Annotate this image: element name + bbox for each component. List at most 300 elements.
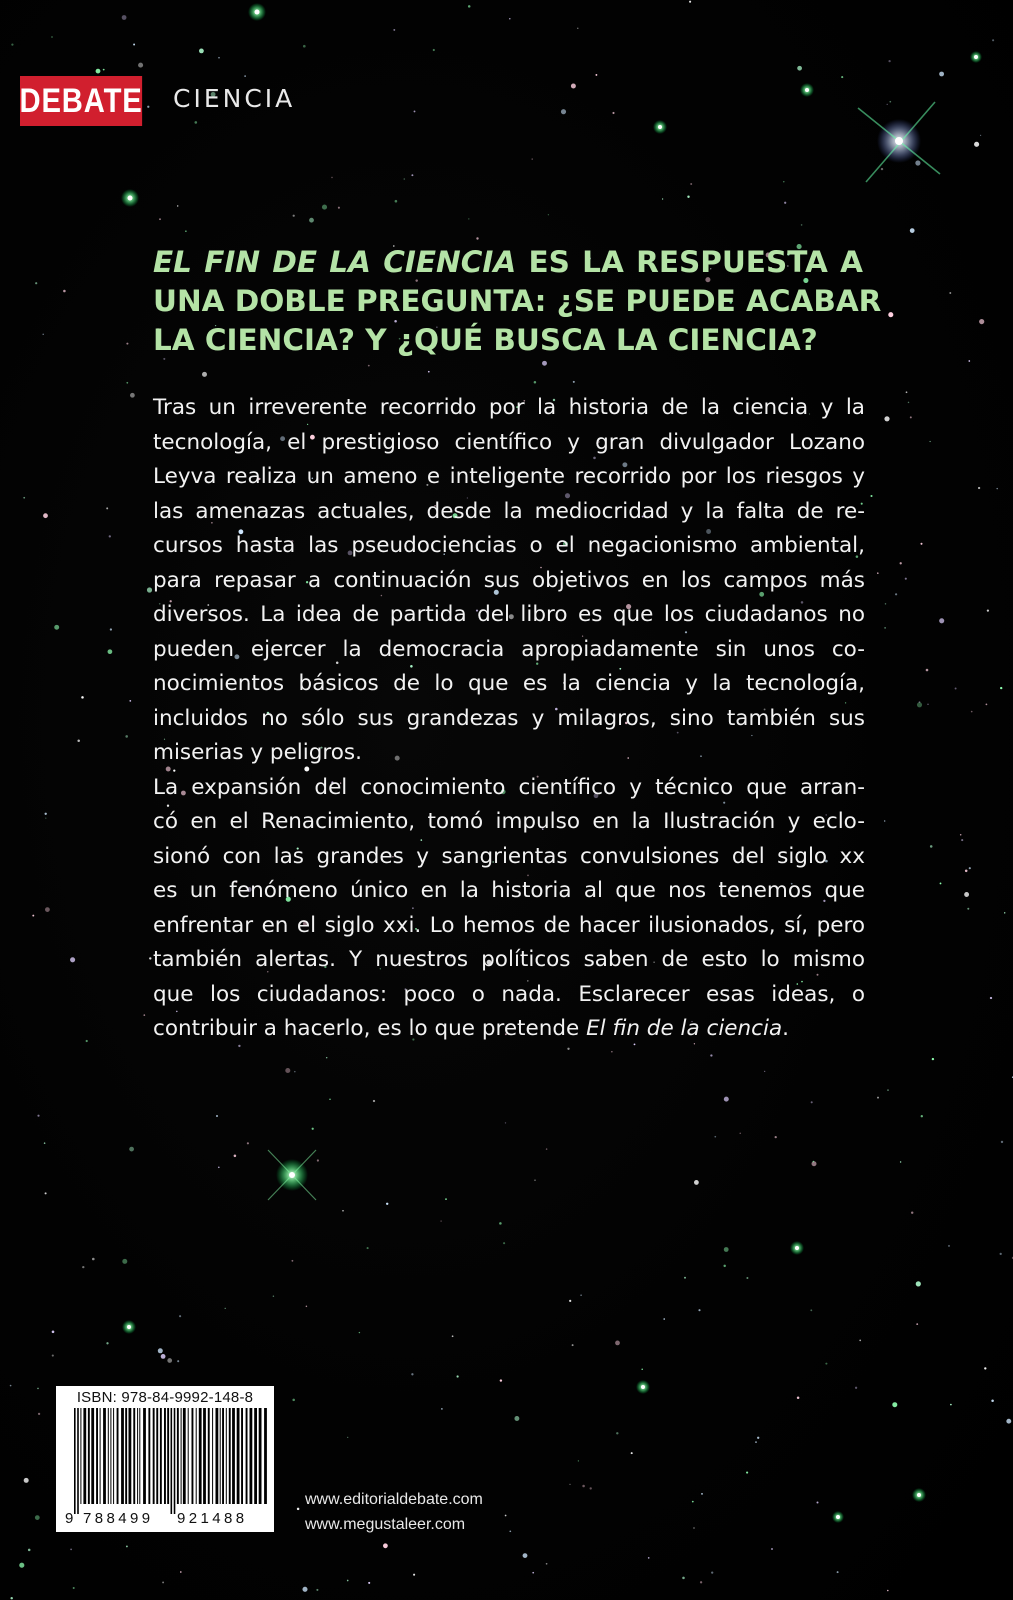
star [916,1281,921,1286]
star [167,1358,172,1363]
star [322,205,327,210]
star [884,627,886,629]
star [28,1549,31,1552]
star [395,200,398,203]
star [978,487,980,489]
star [42,334,43,335]
headline-line [153,321,863,360]
star [682,1577,685,1580]
star [542,361,547,366]
star [810,1309,812,1311]
star [920,543,922,545]
star [968,360,970,362]
synopsis [153,391,865,1047]
star [468,5,471,8]
star [44,1142,46,1144]
synopsis-line: las amenazas actuales, desde la mediocridad y la falta de re- [153,498,865,524]
star [177,205,178,206]
star [373,1100,375,1102]
barcode-bar [91,1408,94,1504]
debate-logo: DEBATE [20,76,142,126]
star [813,1161,815,1163]
star [961,839,963,841]
star [755,1441,757,1443]
star [816,1501,818,1503]
star [35,1515,40,1520]
headline-line [153,243,863,282]
star [126,1545,128,1547]
star [964,892,969,897]
star [548,214,549,215]
star [797,1397,800,1400]
green-star [653,120,667,134]
star [917,702,922,707]
star [45,813,47,815]
star [63,290,66,293]
barcode-bar [110,1408,111,1504]
star [811,1101,813,1103]
synopsis-line: cursos hasta las pseudociencias o el negacionismo ambiental, [153,533,865,558]
star [900,1161,901,1162]
star [82,1266,84,1268]
star [500,1379,502,1381]
star [561,109,566,114]
star [411,174,413,176]
star [54,625,59,630]
star [701,1493,703,1495]
star [317,1159,319,1161]
headline-line [153,282,882,321]
barcode-bar [125,1408,127,1504]
synopsis-line: diversos. La idea de partida del libro es que los ciudadanos no [153,602,865,627]
star [109,535,111,537]
synopsis-line: enfrentar en el siglo xxi. Lo hemos de hacer ilusionados, sí, pero [153,912,865,938]
barcode-bar [96,1408,98,1504]
barcode-bar [192,1408,194,1504]
star [326,1057,327,1058]
star [147,587,152,592]
synopsis-line: có en el Renacimiento, tomó impulso en la Ilustración y eclo- [153,809,865,834]
barcode-bar [117,1408,119,1504]
star [103,69,105,71]
star [887,1089,888,1090]
star [476,237,478,239]
barcode-bar [226,1408,227,1504]
star [285,1068,290,1073]
star [569,1484,570,1485]
barcode-bar [212,1408,213,1504]
star [291,1260,293,1262]
star [986,704,988,706]
barcode-bar [264,1408,267,1504]
barcode-bar [164,1408,166,1504]
book-title-italic: EL FIN DE LA CIENCIA [153,245,517,279]
star [126,343,128,345]
star [411,1373,413,1375]
star [692,1501,694,1503]
star [577,28,578,29]
synopsis-line: incluidos no sólo sus grandezas y milagros, sino también sus [153,705,865,731]
headline-text: UNA DOBLE PREGUNTA: ¿SE PUEDE ACABAR [153,284,882,318]
star [698,1309,700,1311]
star [35,282,37,284]
barcode-bar [103,1408,106,1504]
star [499,1222,502,1225]
star [38,1413,40,1415]
star [523,1553,528,1558]
star [906,391,908,393]
star [855,1387,857,1389]
green-star [970,51,982,63]
star [930,845,933,848]
barcode-bar [88,1408,90,1504]
star [889,101,891,103]
star [690,183,692,185]
star [503,1242,505,1244]
barcode-bar [220,1408,221,1504]
star [714,1136,716,1138]
star [179,1315,181,1317]
star [138,63,143,68]
star [571,84,576,89]
barcode-bar [208,1408,210,1504]
star [234,1155,237,1158]
star [43,513,48,518]
star [969,867,971,869]
star [393,29,395,31]
barcode-bar [174,1408,176,1514]
star [764,1071,765,1072]
barcode-bar [129,1408,132,1504]
star [837,1571,839,1573]
star [612,112,614,114]
star [971,711,973,713]
star [273,1296,274,1297]
star [895,593,897,595]
star [452,1335,454,1337]
star [130,393,135,398]
star [96,69,101,74]
barcode-bar [108,1408,109,1504]
star [329,1098,331,1100]
barcode-bar [259,1408,262,1504]
star [888,312,893,317]
star [302,1587,307,1592]
star [1000,687,1002,689]
synopsis-line: también alertas. Y nuestros políticos saben de esto lo mismo [153,947,865,972]
star [927,704,928,705]
star [428,371,430,373]
star [218,57,220,59]
star [711,1571,713,1573]
star [841,76,843,78]
star [884,820,885,821]
star [949,292,951,294]
star [987,609,989,611]
barcode-digit-first: 9 [65,1510,74,1527]
star [108,649,113,654]
star [70,1549,72,1551]
star [23,497,25,499]
star [347,1580,349,1582]
star [887,104,888,105]
star [338,207,340,209]
star [950,1404,952,1406]
star [386,1203,388,1205]
barcode-bar [222,1408,224,1504]
barcode-bar [148,1408,150,1504]
star [122,1259,127,1264]
star [991,1399,994,1402]
barcode-bar [199,1408,202,1504]
barcode-bar [171,1408,173,1514]
star [700,1581,702,1583]
star [908,402,910,404]
star [616,1432,618,1434]
barcode-bar [246,1408,248,1504]
star [413,1574,415,1576]
star [303,45,306,48]
synopsis-line: nocimientos básicos de lo que es la ciencia y la tecnología, [153,671,865,696]
bright-star [858,102,940,182]
barcode-bar [183,1408,186,1504]
star [149,957,151,959]
headline-text: LA CIENCIA? Y ¿QUÉ BUSCA LA CIENCIA? [153,323,818,357]
star [689,1,691,3]
star [996,488,997,489]
star [1004,912,1005,913]
star [877,572,879,574]
star [955,688,957,690]
star [445,1198,447,1200]
publisher-urls [305,1487,483,1537]
green-star [636,1380,650,1394]
star [940,882,942,884]
star [52,1355,54,1357]
isbn-barcode [56,1386,274,1532]
barcode-bar [241,1408,243,1504]
star [244,75,245,76]
star [368,365,370,367]
star [684,1277,686,1279]
star [916,1323,918,1325]
synopsis-line: miserias y peligros. [153,740,362,765]
star [546,1563,548,1565]
star [595,74,597,76]
barcode-bar [121,1408,124,1504]
synopsis-line: para repasar a continuación sus objetivos en los campos más [153,567,865,593]
star [10,1597,12,1599]
synopsis-text: contribuir a hacerlo, es lo que pretende [153,1016,587,1041]
barcode-bar [167,1408,169,1504]
star [974,142,979,147]
barcode-bar [139,1408,140,1504]
star [687,196,689,198]
synopsis-line: tecnología, el prestigioso científico y gran divulgador Lozano [153,429,865,455]
star [367,1247,369,1249]
star [306,1306,308,1308]
star [1000,1253,1002,1255]
star [185,230,186,231]
star [505,1515,507,1517]
star [216,1115,218,1117]
green-star [832,1511,844,1523]
star [159,218,161,220]
star [724,1097,729,1102]
green-star [121,189,139,207]
star [892,1402,897,1407]
star [590,1487,592,1489]
star [887,1590,889,1592]
star [797,66,802,71]
barcode-digit-group: 788499 [83,1510,154,1527]
star [505,1122,506,1123]
synopsis-text: . [782,1016,789,1041]
star [926,669,929,672]
star [37,1388,39,1390]
star [45,1192,47,1194]
publisher-logo [19,76,296,126]
barcode-bar [80,1408,81,1504]
star [195,121,198,124]
star [10,1385,12,1387]
star [331,177,332,178]
synopsis-line: que los ciudadanos: poco o nada. Esclarecer esas ideas, o [153,981,865,1007]
star [578,1460,579,1461]
star [905,578,907,580]
star [783,181,784,182]
green-star [912,1488,926,1502]
star [572,1344,574,1346]
star [567,1048,569,1050]
star [180,1571,182,1573]
star [11,43,13,45]
star [984,1367,986,1369]
star [342,1210,344,1212]
star [580,1294,582,1296]
headline-text: ES LA RESPUESTA A [516,245,863,279]
star [662,198,663,199]
star [19,1563,24,1568]
star [383,1543,388,1548]
star [911,1211,913,1213]
star [1001,1141,1003,1143]
star [980,135,981,136]
star [199,48,204,53]
star [45,817,46,818]
star [582,1485,585,1488]
star [158,1348,163,1353]
star [641,1369,643,1371]
star [929,441,930,442]
star [801,224,803,226]
star [403,178,405,180]
star [615,1341,620,1346]
star [106,507,108,509]
url-link[interactable]: www.editorialdebate.com [305,1491,483,1508]
star [859,1340,861,1342]
green-star [122,1320,136,1334]
barcode-bar [196,1408,197,1504]
star [468,218,469,219]
star [309,218,314,223]
barcode-bar [232,1408,235,1504]
star [106,1342,108,1344]
star [915,160,920,165]
star [910,416,912,418]
url-link[interactable]: www.megustaleer.com [305,1516,466,1533]
star [52,1330,55,1333]
star [51,36,53,38]
star [122,15,127,20]
barcode-bar [137,1408,138,1504]
star [162,1581,164,1583]
star [81,696,84,699]
collection-name: CIENCIA [173,84,296,113]
barcode-bar [133,1408,135,1504]
star [884,416,889,421]
star [368,1582,370,1584]
star [86,1040,88,1042]
star [414,110,416,112]
barcode-bar [203,1408,206,1504]
barcode-bar [153,1408,155,1504]
star [347,1437,348,1438]
star [746,1277,748,1279]
star [92,1258,95,1261]
green-star [248,3,266,21]
star [32,915,34,917]
star [939,618,944,623]
synopsis-line: es un fenómeno único en la historia al que nos tenemos que [153,878,865,903]
star [967,908,969,910]
star [723,1265,725,1267]
star [534,381,537,384]
star [247,1142,249,1144]
star [948,1245,950,1247]
star [960,834,962,836]
star [133,44,135,46]
star [881,168,883,170]
star [514,1416,519,1421]
star [297,1508,300,1511]
star [225,1308,226,1309]
star [1006,1419,1011,1424]
synopsis-final-line [153,1012,865,1047]
star [509,18,510,19]
star [921,1115,923,1117]
star [757,1437,759,1439]
star [693,1527,695,1529]
barcode-bar [181,1408,182,1504]
barcode-bar [100,1408,101,1504]
star [316,1589,318,1591]
barcode-bar [77,1408,79,1514]
star [694,1180,699,1185]
barcode-bar [188,1408,189,1504]
star [293,215,295,217]
star [663,1318,665,1320]
star [143,1014,145,1016]
star [292,1399,295,1402]
star [611,1051,612,1052]
barcode-bar [250,1408,253,1504]
barcode-bar [254,1408,257,1504]
barcode-bar [229,1408,231,1504]
star [979,319,984,324]
barcode-bar [160,1408,162,1504]
green-star [800,83,814,97]
